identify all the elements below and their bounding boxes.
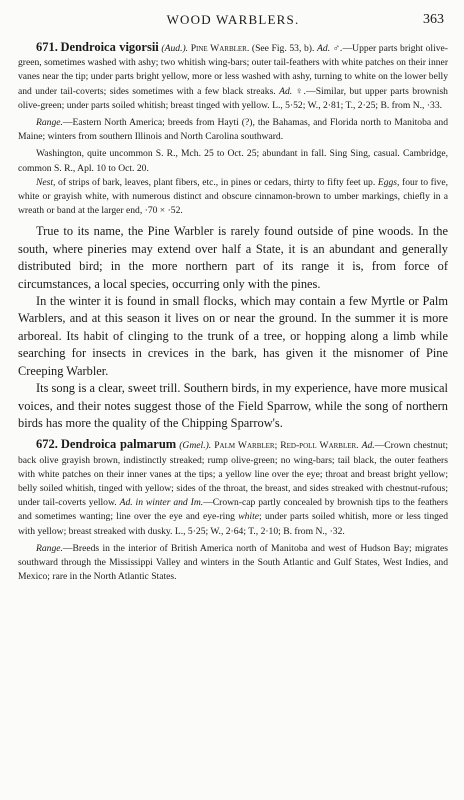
page-number: 363: [423, 12, 444, 27]
species-672-description: [18, 437, 448, 538]
species-672-ad-winter-label: Ad. in winter and Im.: [119, 497, 204, 509]
species-671-local-records: Washington, quite uncommon S. R., Mch. 25 to Oct. 25; abundant in fall. Sing Sing, casual. Cambridge, common S. R., Apl. 10 to Oct. 20.: [18, 148, 448, 174]
species-672-range: [18, 542, 448, 585]
species-672-ad-text: —Crown chestnut; back olive grayish brown, indistinctly streaked; rump olive-green; no wing-bars; tail black, the outer feathers with white patches on their inner vanes at the tips; a yellow line over the eye; throat and breast bright yellow; belly soiled whitish, tinged with yellow; sides of the throat, the breast, and sides streaked with chestnut-rufous; under tail-coverts yellow.: [18, 440, 449, 509]
species-671-description: [18, 40, 448, 113]
species-672-authority: (Gmel.).: [179, 440, 212, 452]
species-671-authority: (Aud.).: [161, 43, 189, 54]
species-672-ad-label: Ad.: [361, 440, 375, 452]
species-672-scientific-name: Dendroica palmarum: [60, 437, 177, 452]
species-671-range: [18, 116, 448, 144]
species-671-range-text: —Eastern North America; breeds from Hayti (?), the Bahamas, and Florida north to Manitoba and Maine; winters from southern Illinois and North Carolina southward.: [18, 117, 448, 143]
species-671-eggs-label: Eggs,: [377, 176, 400, 188]
species-672-common-name: Palm Warbler; Red-poll Warbler.: [214, 440, 359, 452]
species-671-nest-eggs: [18, 176, 448, 219]
species-672-ad-winter-text-b: ; under parts soiled whitish, more or less tinged with yellow; breast streaked with dusky. L., 5·25; W., 2·64; T., 2·10; B. from N., ·32.: [18, 511, 448, 537]
species-671-ad-male-label: Ad. ♂.: [317, 43, 343, 54]
species-672-ad-winter-text-a: —Crown-cap partly concealed by brownish tips to the feathers and sometimes wanting; line over the eye and eye-ring: [18, 497, 448, 523]
running-title: WOOD WARBLERS.: [166, 12, 300, 27]
species-671-fig-ref: (See Fig. 53, b).: [251, 43, 315, 54]
running-header: [18, 12, 448, 32]
species-671-nest-text: of strips of bark, leaves, plant fibers, etc., in pines or cedars, thirty to fifty feet up.: [55, 176, 376, 188]
species-671-scientific-name: Dendroica vigorsii: [60, 40, 159, 54]
species-672-range-label: Range.: [36, 542, 63, 554]
species-672-number: 672.: [36, 437, 58, 452]
species-671-paragraph-1: True to its name, the Pine Warbler is rarely found outside of pine woods. In the south, where pineries may extend over half a State, it is an abundant and generally distributed bird; in the more northern part of its range it is, from force of circumstances, a local species, occurring only with the pines.: [18, 224, 448, 291]
species-671-ad-female-label: Ad. ♀.: [279, 85, 307, 97]
species-671-paragraph-3: Its song is a clear, sweet trill. Southern birds, in my experience, have more musical voices, and their notes suggest those of the Field Sparrow, while the song of northern birds has more the quality of the Chipping Sparrow's.: [18, 381, 448, 430]
species-672-range-text: —Breeds in the interior of British America north of Manitoba and west of Hudson Bay; migrates southward through the Mississippi Valley and winters in the South Atlantic and Gulf States, West Indies, and Mexico; rare in the North Atlantic States.: [18, 542, 448, 583]
species-671-range-label: Range.: [36, 117, 63, 129]
species-671-nest-label: Nest,: [36, 176, 56, 188]
species-671-number: 671.: [36, 40, 58, 54]
species-671-ad-male-text: —Upper parts bright olive-green, sometimes washed with ashy; two whitish wing-bars; outer tail-feathers with white patches on their inner vanes near the tip; under parts bright yellow, more or less washed with ashy, turning to white on the lower belly and under tail-coverts; sides sometimes with a few black streaks.: [18, 43, 449, 97]
species-671-common-name: Pine Warbler.: [190, 43, 250, 54]
species-671-paragraph-2: In the winter it is found in small flocks, which may contain a few Myrtle or Palm Warblers, and at this season it lives on or near the ground. In the summer it is more arboreal. Its habit of clinging to the trunk of a tree, or hopping along a limb while searching for insects in crevices in the bark, has given it the misnomer of Pine Creeping Warbler.: [18, 294, 448, 378]
species-671-ad-female-text: —Similar, but upper parts brownish olive-green; under parts soiled whitish; breast tinged with yellow. L., 5·52; W., 2·81; T., 2·25; B. from N., ·33.: [18, 85, 448, 111]
species-672-ad-winter-white: white: [238, 511, 259, 523]
species-671-eggs-text: four to five, white or grayish white, with numerous distinct and obscure cinnamon-brown to umber markings, chiefly in a wreath or band at the larger end, ·70 × ·52.: [18, 176, 448, 217]
